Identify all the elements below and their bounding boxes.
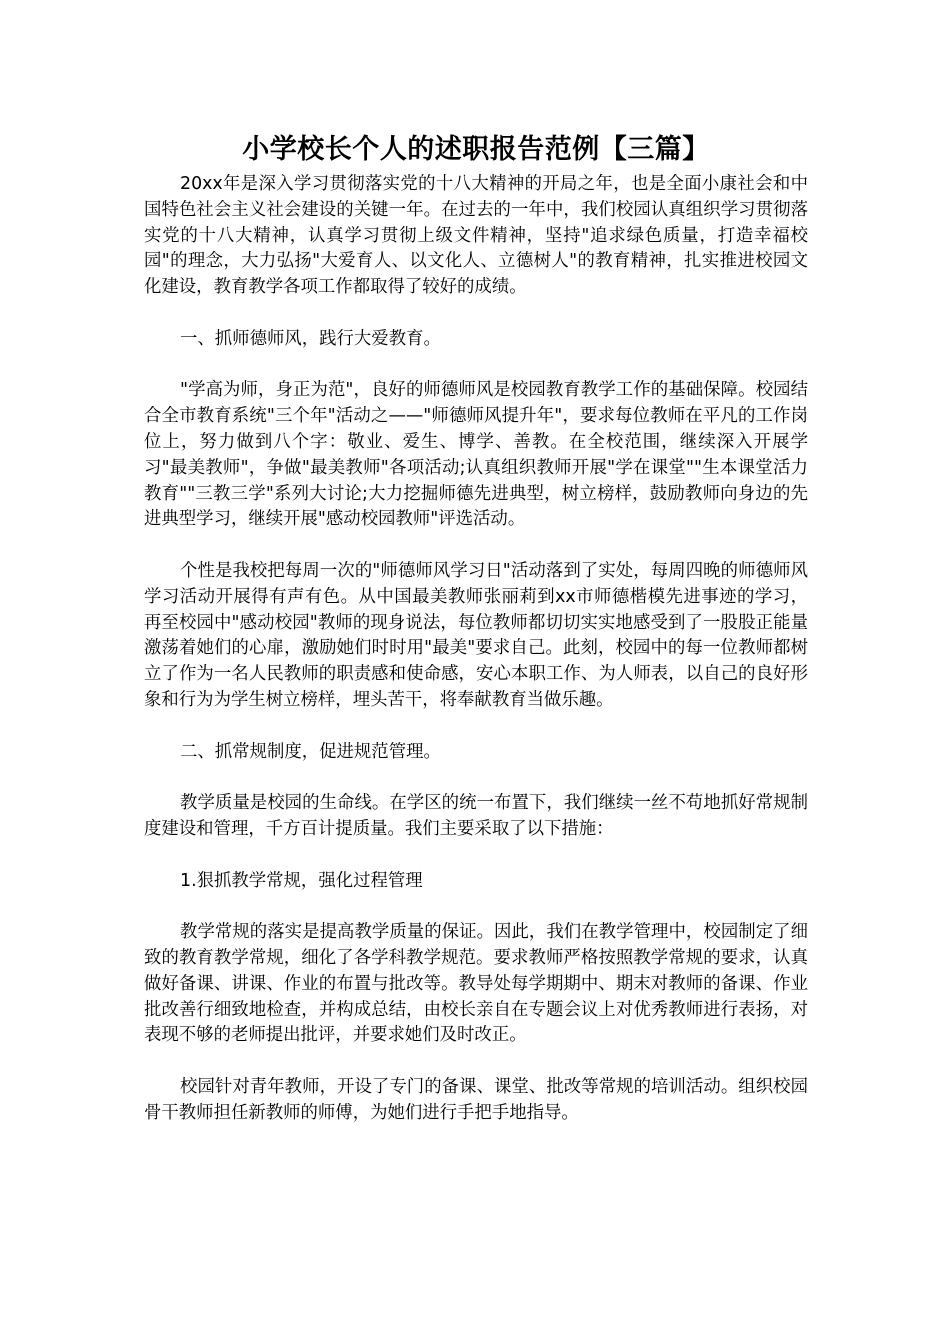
paragraph-ethics-study-day: 个性是我校把每周一次的"师德师风学习日"活动落到了实处，每周四晚的师德师风学习活动开展得有声有色。从中国最美教师张丽莉到xx市师德楷模先进事迹的学习，再至校园中"感动校园"教师的现身说法，每位教师都切切实实地感受到了一股股正能量激荡着她们的心扉，激励她们时时用"最美"要求自己。此刻，校园中的每一位教师都树立了作为一名人民教师的职责感和使命感，安心本职工作、为人师表，以自己的良好形象和行为为学生树立榜样，埋头苦干，将奉献教育当做乐趣。 <box>144 560 808 710</box>
document-page <box>144 128 808 1126</box>
paragraph-spacer <box>144 765 808 791</box>
paragraph-intro: 20xx年是深入学习贯彻落实党的十八大精神的开局之年，也是全面小康社会和中国特色社会主义社会建设的关键一年。在过去的一年中，我们校园认真组织学习贯彻落实党的十八大精神，认真学习贯彻上级文件精神，坚持"追求绿色质量，打造幸福校园"的理念，大力弘扬"大爱育人、以文化人、立德树人"的教育精神，扎实推进校园文化建设，教育教学各项工作都取得了较好的成绩。 <box>144 174 808 298</box>
document-title: 小学校长个人的述职报告范例【三篇】 <box>242 134 710 165</box>
paragraph-teaching-routine: 教学常规的落实是提高教学质量的保证。因此，我们在教学管理中，校园制定了细致的教育教学常规，细化了各学科教学规范。要求教师严格按照教学常规的要求，认真做好备课、讲课、作业的布置与批改等。教导处每学期期中、期末对教师的备课、作业批改善行细致地检查，并构成总结，由校长亲自在专题会议上对优秀教师进行表扬，对表现不够的老师提出批评，并要求她们及时改正。 <box>144 922 808 1046</box>
paragraph-spacer <box>144 301 808 327</box>
paragraph-teacher-ethics: "学高为师，身正为范"，良好的师德师风是校园教育教学工作的基础保障。校园结合全市教育系统"三个年"活动之——"师德师风提升年"，要求每位教师在平凡的工作岗位上，努力做到八个字：敬业、爱生、博学、善教。在全校范围，继续深入开展学习"最美教师"，争做"最美教师"各项活动;认真组织教师开展"学在课堂""生本课堂活力教育""三教三学"系列大讨论;大力挖掘师德先进典型，树立榜样，鼓励教师向身边的先进典型学习，继续开展"感动校园教师"评选活动。 <box>144 380 808 530</box>
paragraph-spacer <box>144 1049 808 1075</box>
paragraph-young-teachers: 校园针对青年教师，开设了专门的备课、课堂、批改等常规的培训活动。组织校园骨干教师担任新教师的师傅，为她们进行手把手地指导。 <box>144 1076 808 1123</box>
paragraph-spacer <box>144 714 808 740</box>
paragraph-spacer <box>144 894 808 920</box>
section-heading-2: 二、抓常规制度，促进规范管理。 <box>180 741 441 762</box>
subsection-heading-1: 1.狠抓教学常规，强化过程管理 <box>180 870 423 891</box>
paragraph-teaching-quality: 教学质量是校园的生命线。在学区的统一布置下，我们继续一丝不苟地抓好常规制度建设和管理，千方百计提质量。我们主要采取了以下措施： <box>144 793 808 839</box>
section-heading-1: 一、抓师德师风，践行大爱教育。 <box>180 328 441 349</box>
paragraph-spacer <box>144 533 808 559</box>
paragraph-spacer <box>144 843 808 869</box>
paragraph-spacer <box>144 353 808 379</box>
